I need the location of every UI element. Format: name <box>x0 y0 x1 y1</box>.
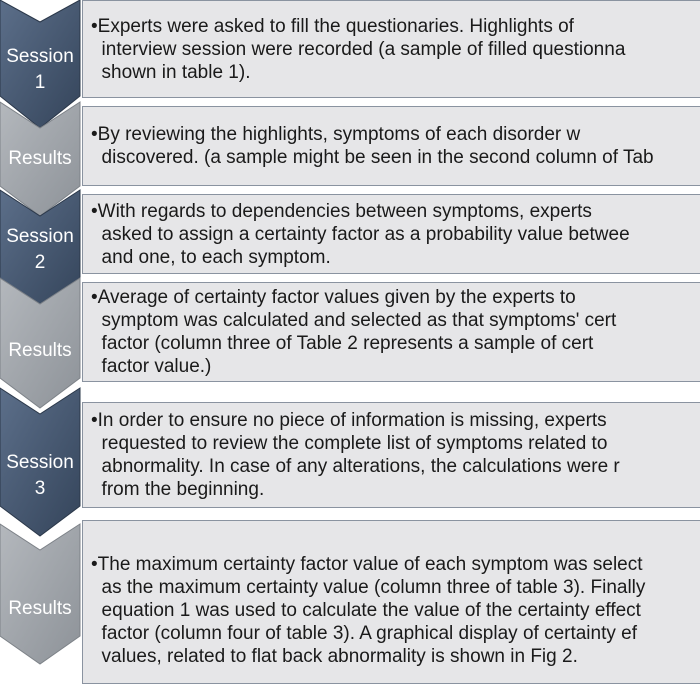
results-2-label: Results <box>8 340 72 361</box>
results-1-text: •By reviewing the highlights, symptoms of each disorder w discovered. (a sample might be seen in the second column of Tab <box>91 124 654 168</box>
results-1-box <box>82 106 700 186</box>
session-3-label: Session 3 <box>6 452 74 499</box>
results-3-chevron <box>0 524 80 664</box>
session-3-box <box>82 402 700 508</box>
session-2-box <box>82 194 700 274</box>
results-3-box <box>82 520 700 684</box>
session-1-text: •Experts were asked to fill the questionaries. Highlights of interview session were recorded (a sample of filled questionna shown in table 1). <box>91 15 626 83</box>
session-2-label: Session 2 <box>6 226 74 273</box>
results-1-label: Results <box>8 148 72 169</box>
results-3-chevron-shape <box>0 524 80 664</box>
results-2-text: •Average of certainty factor values given by the experts to symptom was calculated and selected as that symptoms' cert factor (column three of Table 2 represents a sample of cert factor value.) <box>91 287 617 377</box>
session-1-label: Session 1 <box>6 46 74 93</box>
results-2-box <box>82 282 700 382</box>
results-3-text: •The maximum certainty factor value of each symptom was select as the maximum certainty value (column three of table 3). Finally equation 1 was used to calculate the value of the certainty effect factor (column four of table 3). A graphical display of certainty ef values, related to flat back abnormality is shown in Fig 2. <box>91 553 646 667</box>
results-3-label: Results <box>8 598 72 619</box>
session-3-chevron <box>0 388 80 536</box>
session-3-text: •In order to ensure no piece of information is missing, experts requested to review the complete list of symptoms related to abnormality. In case of any alterations, the calculations were r from the beginning. <box>91 410 620 500</box>
session-1-box <box>82 0 700 98</box>
session-2-text: •With regards to dependencies between symptoms, experts asked to assign a certainty factor as a probability value betwee and one, to each symptom. <box>91 200 630 268</box>
